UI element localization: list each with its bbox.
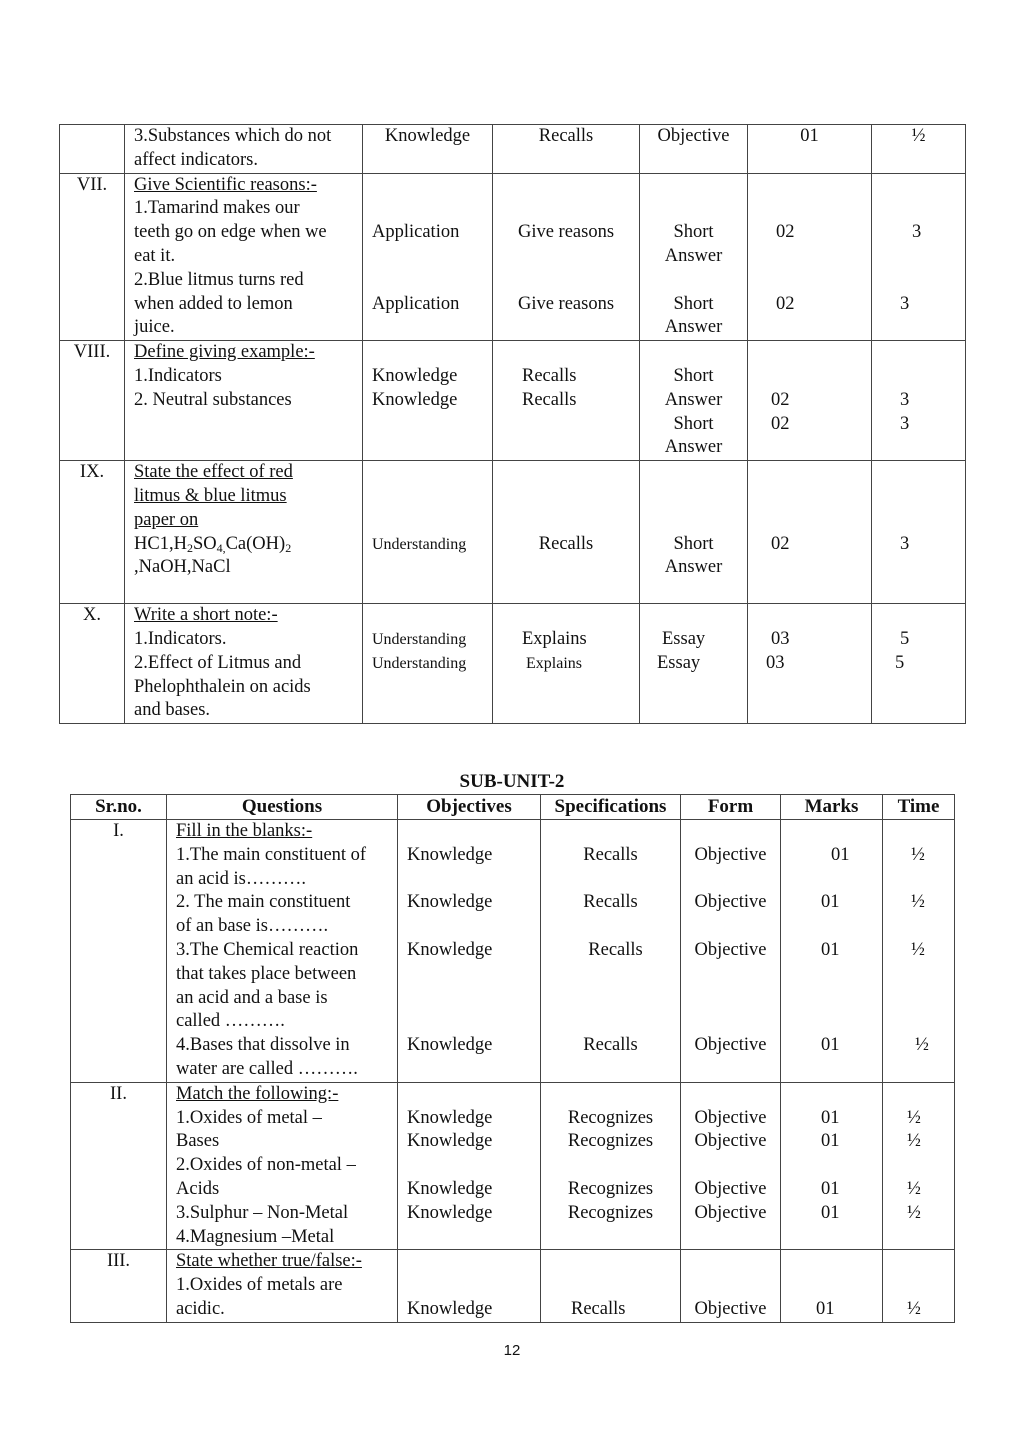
question-heading: Write a short note:- xyxy=(134,605,278,626)
time-cell: 3 3 xyxy=(872,173,966,341)
time-cell: 3 xyxy=(872,461,966,604)
question-cell: Give Scientific reasons:- 1.Tamarind makes our teeth go on edge when we eat it. 2.Blue litmus turns red when added to lemon juice. xyxy=(125,173,363,341)
sr-no-cell: VII. xyxy=(60,173,125,341)
sr-no-cell xyxy=(60,125,125,174)
table-row xyxy=(60,125,966,174)
table-row xyxy=(60,461,966,604)
header-form: Form xyxy=(681,795,781,820)
specification-cell: Recalls Recalls Recalls Recalls xyxy=(541,820,681,1083)
marks-cell: 01 xyxy=(748,125,872,174)
objective-cell: Understanding Understanding xyxy=(363,604,493,724)
header-sr-no: Sr.no. xyxy=(71,795,167,820)
form-cell: Objective Objective Objective Objective xyxy=(681,820,781,1083)
table-row xyxy=(71,1250,955,1322)
header-specifications: Specifications xyxy=(541,795,681,820)
form-cell: Objective xyxy=(681,1250,781,1322)
table-row xyxy=(60,604,966,724)
sr-no-cell: III. xyxy=(71,1250,167,1322)
time-cell: 3 3 xyxy=(872,341,966,461)
objective-cell: Application Application xyxy=(363,173,493,341)
specification-cell: Recalls Recalls xyxy=(493,341,640,461)
form-cell: Short Answer Short Answer xyxy=(640,341,748,461)
form-cell: Short Answer Short Answer xyxy=(640,173,748,341)
objective-cell: Knowledge Knowledge Knowledge Knowledge xyxy=(398,820,541,1083)
form-cell: Objective Objective Objective Objective xyxy=(681,1082,781,1250)
specification-cell: Recalls xyxy=(541,1250,681,1322)
objective-cell: Knowledge xyxy=(363,125,493,174)
specification-cell: Give reasons Give reasons xyxy=(493,173,640,341)
table-row xyxy=(71,1082,955,1250)
header-time: Time xyxy=(883,795,955,820)
question-cell: Define giving example:- 1.Indicators 2. Neutral substances xyxy=(125,341,363,461)
question-cell: State the effect of red litmus & blue litmus paper on $HC1,H_2SO_{4,}Ca(OH)_2$ ,NaOH,NaCl xyxy=(125,461,363,604)
time-cell: ½ xyxy=(883,1250,955,1322)
specification-cell: Recalls xyxy=(493,461,640,604)
question-cell: State whether true/false:- 1.Oxides of metals are acidic. xyxy=(167,1250,398,1322)
marks-cell: 01 xyxy=(781,1250,883,1322)
section-title: SUB-UNIT-2 xyxy=(459,771,565,792)
header-objectives: Objectives xyxy=(398,795,541,820)
specification-cell: Recognizes Recognizes Recognizes Recognizes xyxy=(541,1082,681,1250)
question-heading: Define giving example:- xyxy=(134,342,315,363)
marks-cell: 02 xyxy=(748,461,872,604)
question-cell: Write a short note:- 1.Indicators. 2.Effect of Litmus and Phelophthalein on acids and bases. xyxy=(125,604,363,724)
marks-cell: 03 03 xyxy=(748,604,872,724)
objective-cell: Understanding xyxy=(363,461,493,604)
page-number: 12 xyxy=(503,1342,521,1359)
sr-no-cell: II. xyxy=(71,1082,167,1250)
question-heading: Give Scientific reasons:- xyxy=(134,174,317,195)
marks-cell: 02 02 xyxy=(748,173,872,341)
time-cell: 5 5 xyxy=(872,604,966,724)
question-heading: Fill in the blanks:- xyxy=(176,821,313,841)
objective-cell: Knowledge xyxy=(398,1250,541,1322)
marks-cell: 02 02 xyxy=(748,341,872,461)
time-cell: ½ ½ ½ ½ xyxy=(883,1082,955,1250)
table-header-row xyxy=(71,795,955,820)
sr-no-cell: IX. xyxy=(60,461,125,604)
form-cell: Essay Essay xyxy=(640,604,748,724)
table-row xyxy=(60,341,966,461)
chemical-formula-list: $HC1,H_2SO_{4,}Ca(OH)_2$ xyxy=(134,533,292,555)
blueprint-table-continued xyxy=(59,124,966,724)
sr-no-cell: X. xyxy=(60,604,125,724)
objective-cell: Knowledge Knowledge xyxy=(363,341,493,461)
blueprint-table-subunit-2 xyxy=(70,794,955,1323)
objective-cell: Knowledge Knowledge Knowledge Knowledge xyxy=(398,1082,541,1250)
time-cell: ½ xyxy=(872,125,966,174)
table-row xyxy=(71,820,955,1083)
form-cell: Short Answer xyxy=(640,461,748,604)
form-cell: Objective xyxy=(640,125,748,174)
marks-cell: 01 01 01 01 xyxy=(781,1082,883,1250)
question-heading: Match the following:- xyxy=(176,1083,339,1104)
header-marks: Marks xyxy=(781,795,883,820)
question-cell: Match the following:- 1.Oxides of metal – Bases 2.Oxides of non-metal – Acids 3.Sulphur – Non-Metal 4.Magnesium –Metal xyxy=(167,1082,398,1250)
specification-cell: Recalls xyxy=(493,125,640,174)
sr-no-cell: I. xyxy=(71,820,167,1083)
time-cell: ½ ½ ½ ½ xyxy=(883,820,955,1083)
question-cell: 3.Substances which do not affect indicators. xyxy=(125,125,363,174)
header-questions: Questions xyxy=(167,795,398,820)
question-cell: Fill in the blanks:- 1.The main constituent of an acid is………. 2. The main constituent of an base is………. 3.The Chemical reaction that takes place between an acid and a base is called ………. 4.Bases that dissolve in water are called ………. xyxy=(167,820,398,1083)
table-row xyxy=(60,173,966,341)
question-heading: State whether true/false:- xyxy=(176,1251,362,1272)
specification-cell: Explains Explains xyxy=(493,604,640,724)
marks-cell: 01 01 01 01 xyxy=(781,820,883,1083)
sr-no-cell: VIII. xyxy=(60,341,125,461)
